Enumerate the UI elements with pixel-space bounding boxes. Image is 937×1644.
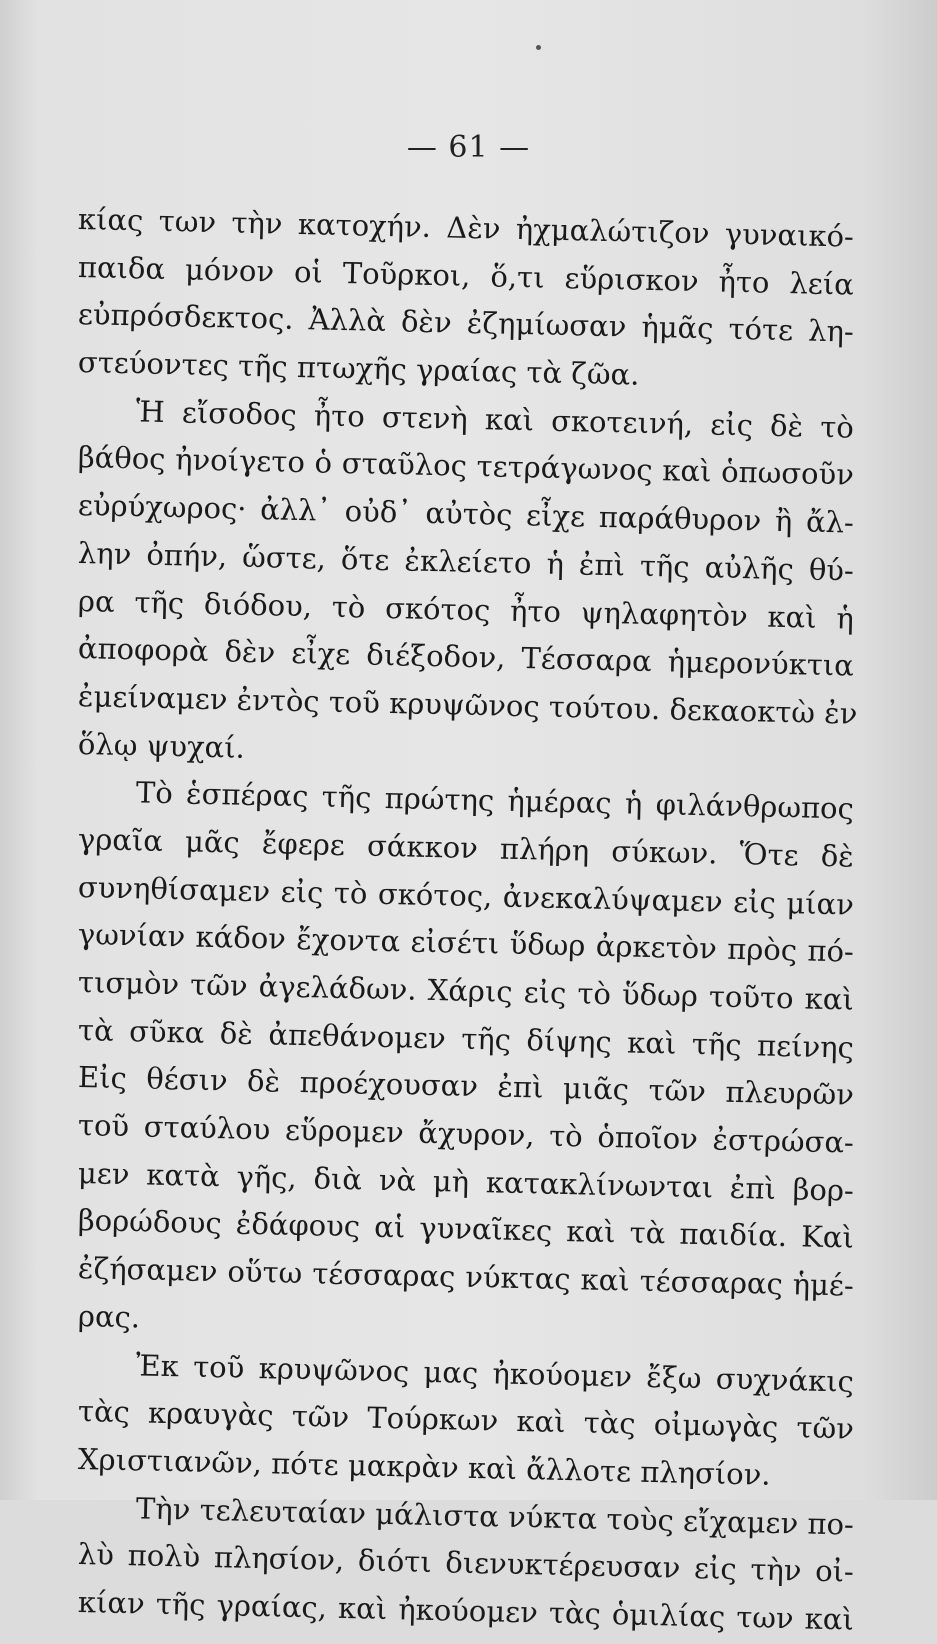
text-line: τισμὸν τῶν ἀγελάδων. Χάρις εἰς τὸ ὕδωρ τοῦτο καὶ [77, 965, 855, 1017]
text-line: ὅλῳ ψυχαί. [77, 726, 246, 765]
text-line: παιδα μόνον οἱ Τοῦρκοι, ὅ,τι εὕρισκον ἦτο λεία [77, 249, 855, 302]
text-line: λην ὀπήν, ὥστε, ὅτε ἐκλείετο ἡ ἐπὶ τῆς αὐλῆς θύ- [77, 535, 855, 588]
text-line: ρας. [77, 1298, 141, 1335]
text-line: τοῦ σταύλου εὕρομεν ἄχυρον, τὸ ὁποῖον ἐστρώσα- [77, 1108, 855, 1160]
text-line: τὰ σῦκα δὲ ἀπεθάνομεν τῆς δίψης καὶ τῆς πείνης [77, 1012, 855, 1065]
text-line: εὐπρόσδεκτος. Ἀλλὰ δὲν ἐζημίωσαν ἡμᾶς τότε λη- [77, 297, 855, 349]
ink-speck [536, 45, 541, 50]
text-line: Ἡ εἴσοδος ἦτο στενὴ καὶ σκοτεινή, εἰς δὲ τὸ [135, 394, 855, 445]
page-number: — 61 — [406, 130, 531, 165]
text-line: Τὸ ἑσπέρας τῆς πρώτης ἡμέρας ἡ φιλάνθρωπος [135, 775, 855, 826]
text-line: Τὴν τελευταίαν μάλιστα νύκτα τοὺς εἴχαμεν πο- [135, 1490, 855, 1542]
text-line: Χριστιανῶν, πότε μακρὰν καὶ ἄλλοτε πλησίον. [77, 1441, 771, 1492]
text-line: κίας των τὴν κατοχήν. Δὲν ἠχμαλώτιζον γυναικό- [77, 202, 855, 254]
text-line: βορώδους ἐδάφους αἱ γυναῖκες καὶ τὰ παιδία. Καὶ [77, 1203, 855, 1256]
text-line: γραῖα μᾶς ἔφερε σάκκον πλήρη σύκων. Ὅτε δὲ [77, 821, 855, 874]
text-line: ρα τῆς διόδου, τὸ σκότος ἦτο ψηλαφητὸν καὶ ἡ [77, 583, 855, 636]
text-line: βάθος ἠνοίγετο ὁ σταῦλος τετράγωνος καὶ ὁπωσοῦν [77, 440, 855, 493]
text-line: ἀποφορὰ δὲν εἶχε διέξοδον, Τέσσαρα ἡμερονύκτια [77, 631, 855, 683]
text-line: Εἰς θέσιν δὲ προέχουσαν ἐπὶ μιᾶς τῶν πλευρῶν [77, 1060, 855, 1112]
text-line: στεύοντες τῆς πτωχῆς γραίας τὰ ζῶα. [77, 345, 640, 392]
body-text [77, 196, 858, 1637]
text-line: ἐζήσαμεν οὕτω τέσσαρας νύκτας καὶ τέσσαρας ἡμέ- [77, 1251, 855, 1303]
text-line: κίαν τῆς γραίας, καὶ ἠκούομεν τὰς ὁμιλίας των καὶ [77, 1584, 855, 1637]
text-line: μεν κατὰ γῆς, διὰ νὰ μὴ κατακλίνωνται ἐπὶ βορ- [77, 1155, 855, 1208]
text-line: συνηθίσαμεν εἰς τὸ σκότος, ἀνεκαλύψαμεν εἰς μίαν [77, 869, 855, 922]
text-line: γωνίαν κάδον ἔχοντα εἰσέτι ὕδωρ ἀρκετὸν πρὸς πό- [77, 917, 855, 969]
text-line: τὰς κραυγὰς τῶν Τούρκων καὶ τὰς οἰμωγὰς τῶν [77, 1394, 855, 1446]
text-line: Ἐκ τοῦ κρυψῶνος μας ἠκούομεν ἔξω συχνάκις [135, 1347, 855, 1399]
text-line: εὐρύχωρος· ἀλλ᾽ οὐδ᾽ αὐτὸς εἶχε παράθυρον ἢ ἄλ- [77, 488, 855, 540]
text-line: λὺ πολὺ πλησίον, διότι διενυκτέρευσαν εἰς τὴν οἰ- [77, 1537, 855, 1589]
text-line: ἐμείναμεν ἐντὸς τοῦ κρυψῶνος τούτου. δεκαοκτὼ ἐν [77, 678, 858, 731]
